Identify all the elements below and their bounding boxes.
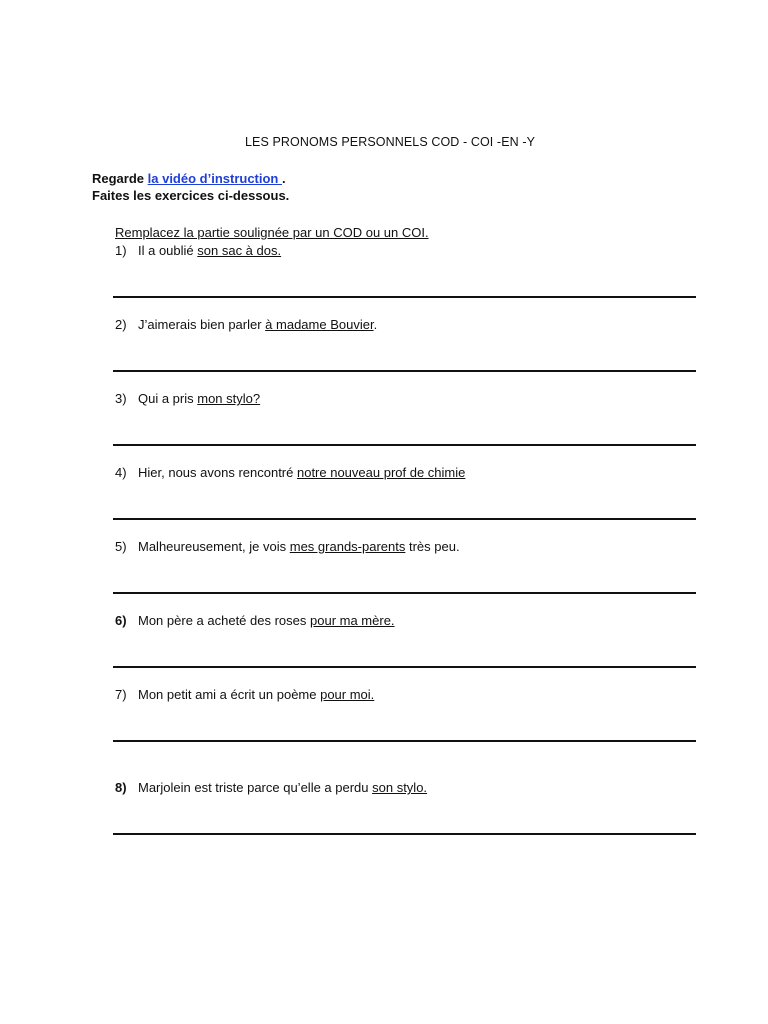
question-number: 1): [115, 243, 127, 258]
underlined-part: son stylo.: [372, 780, 428, 795]
question-text: Mon petit ami a écrit un poème: [138, 687, 321, 702]
answer-line-7[interactable]: [113, 740, 696, 742]
question-number: 8): [115, 780, 127, 795]
answer-line-8[interactable]: [113, 833, 696, 835]
answer-line-6[interactable]: [113, 666, 696, 668]
question-number: 4): [115, 465, 127, 480]
answer-line-2[interactable]: [113, 370, 696, 372]
underlined-part: pour ma mère.: [310, 613, 395, 628]
underlined-part: notre nouveau prof de chimie: [296, 465, 466, 480]
worksheet-title: LES PRONOMS PERSONNELS COD - COI -EN -Y: [244, 135, 536, 149]
intro-line-2: Faites les exercices ci-dessous.: [92, 188, 290, 203]
question-text: Il a oublié: [138, 243, 198, 258]
question-1: [115, 243, 281, 258]
intro-line-1: [92, 171, 286, 186]
question-6: [115, 613, 395, 628]
intro-regarde: Regarde: [92, 171, 148, 186]
question-4: [115, 465, 465, 480]
answer-line-5[interactable]: [113, 592, 696, 594]
question-7: [115, 687, 374, 702]
question-2: [115, 317, 377, 332]
underlined-part: à madame Bouvier: [265, 317, 374, 332]
question-5: [115, 539, 460, 554]
underlined-part: mes grands-parents: [289, 539, 406, 554]
exercise-instruction: Remplacez la partie soulignée par un COD ou un COI.: [115, 225, 429, 240]
question-number: 6): [115, 613, 127, 628]
question-number: 3): [115, 391, 127, 406]
question-text: Malheureusement, je vois: [138, 539, 290, 554]
question-8: [115, 780, 427, 795]
question-text-after: très peu.: [405, 539, 460, 554]
question-text: J’aimerais bien parler: [138, 317, 266, 332]
question-text: Hier, nous avons rencontré: [138, 465, 297, 480]
underlined-part: mon stylo?: [197, 391, 261, 406]
question-number: 2): [115, 317, 127, 332]
video-link[interactable]: la vidéo d’instruction: [147, 171, 282, 186]
answer-line-1[interactable]: [113, 296, 696, 298]
underlined-part: pour moi.: [320, 687, 375, 702]
answer-line-3[interactable]: [113, 444, 696, 446]
answer-line-4[interactable]: [113, 518, 696, 520]
question-number: 7): [115, 687, 127, 702]
underlined-part: son sac à dos.: [197, 243, 282, 258]
question-text: Marjolein est triste parce qu’elle a perdu: [138, 780, 373, 795]
question-number: 5): [115, 539, 127, 554]
intro-period: .: [282, 171, 286, 186]
question-text-after: .: [373, 317, 378, 332]
question-text: Mon père a acheté des roses: [138, 613, 310, 628]
question-text: Qui a pris: [138, 391, 198, 406]
question-3: [115, 391, 260, 406]
